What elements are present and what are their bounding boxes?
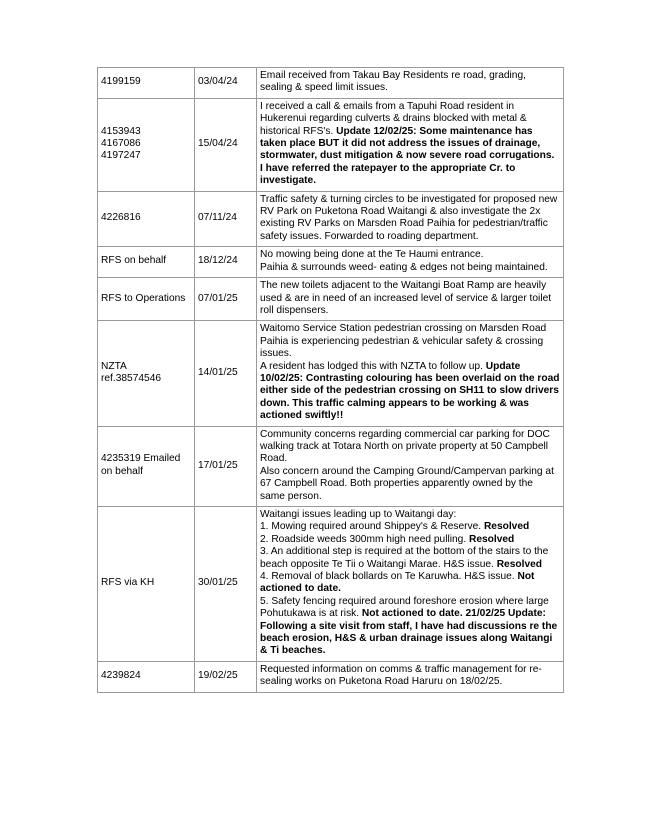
description-text: Waitomo Service Station pedestrian crossing on Marsden Road Paihia is experiencing pedestrian & vehicular safety & crossing issues. bbox=[260, 323, 547, 360]
request-log-table bbox=[97, 67, 564, 693]
description-line bbox=[260, 70, 560, 95]
table-row bbox=[98, 98, 564, 191]
description-line bbox=[260, 429, 560, 466]
description-line bbox=[260, 280, 560, 317]
description-line bbox=[260, 194, 560, 244]
description-cell bbox=[257, 278, 564, 321]
description-text: Paihia & surrounds weed- eating & edges not being maintained. bbox=[260, 261, 548, 273]
description-text: 4. Removal of black bollards on Te Karuwha. H&S issue. bbox=[260, 571, 518, 583]
description-cell bbox=[257, 507, 564, 662]
description-line bbox=[260, 466, 560, 503]
reference-number: 4197247 bbox=[101, 150, 141, 162]
description-cell bbox=[257, 661, 564, 692]
description-cell bbox=[257, 247, 564, 278]
description-text: 2. Roadside weeds 300mm high need pulling. bbox=[260, 533, 469, 545]
description-text: A resident has lodged this with NZTA to follow up. bbox=[260, 360, 486, 372]
description-line bbox=[260, 323, 560, 360]
date-cell: 15/04/24 bbox=[195, 98, 257, 191]
table-row bbox=[98, 426, 564, 506]
update-note: Update 12/02/25: Some maintenance has taken place BUT it did not address the issues of drainage, stormwater, dust mitigation & now severe road corrugations. I have referred the ratepayer to the appropriate Cr. to investigate. bbox=[260, 125, 555, 187]
date-cell: 30/01/25 bbox=[195, 507, 257, 662]
reference-cell bbox=[98, 321, 195, 426]
request-log-body bbox=[98, 68, 564, 693]
reference-number: 4199159 bbox=[101, 76, 141, 88]
reference-cell bbox=[98, 507, 195, 662]
reference-cell bbox=[98, 68, 195, 99]
reference-cell bbox=[98, 191, 195, 247]
description-cell bbox=[257, 68, 564, 99]
update-note: Resolved bbox=[496, 558, 542, 570]
table-row bbox=[98, 191, 564, 247]
reference-cell bbox=[98, 247, 195, 278]
date-cell: 19/02/25 bbox=[195, 661, 257, 692]
table-row bbox=[98, 321, 564, 426]
description-text: 3. An additional step is required at the bottom of the stairs to the beach opposite Te Tii o Waitangi Marae. H&S issue. bbox=[260, 546, 549, 570]
description-line bbox=[260, 249, 560, 261]
date-cell: 17/01/25 bbox=[195, 426, 257, 506]
reference-cell bbox=[98, 278, 195, 321]
description-line bbox=[260, 521, 560, 533]
table-row bbox=[98, 507, 564, 662]
description-text: The new toilets adjacent to the Waitangi Boat Ramp are heavily used & are in need of an increased level of service & larger toilet roll dispensers. bbox=[260, 280, 552, 316]
table-row bbox=[98, 278, 564, 321]
description-text: Also concern around the Camping Ground/Campervan parking at 67 Campbell Road. Both properties apparently owned by the same person. bbox=[260, 465, 554, 502]
description-line bbox=[260, 262, 560, 274]
reference-cell bbox=[98, 661, 195, 692]
table-row bbox=[98, 247, 564, 278]
update-note: Not actioned to date. 21/02/25 Update: Following a site visit from staff, I have had discussions re the beach erosion, H&S & urban drainage issues along Waitangi & Ti beaches. bbox=[260, 608, 558, 657]
description-text: 5. Safety fencing required around foreshore erosion where large Pohutukawa is at risk. bbox=[260, 595, 549, 620]
description-line bbox=[260, 571, 560, 596]
description-line bbox=[260, 534, 560, 546]
reference-number: 4226816 bbox=[101, 212, 141, 224]
date-cell: 07/11/24 bbox=[195, 191, 257, 247]
description-cell bbox=[257, 191, 564, 247]
date-cell: 03/04/24 bbox=[195, 68, 257, 99]
description-line bbox=[260, 664, 560, 689]
description-text: I received a call & emails from a Tapuhi Road resident in Hukerenui regarding culverts & drains blocked with metal & historical RFS's. bbox=[260, 100, 527, 137]
reference-cell bbox=[98, 98, 195, 191]
reference-number: 4167086 bbox=[101, 138, 141, 150]
table-row bbox=[98, 68, 564, 99]
reference-number: RFS via KH bbox=[101, 577, 155, 589]
reference-number: NZTA bbox=[101, 360, 127, 372]
description-text: No mowing being done at the Te Haumi entrance. bbox=[260, 249, 484, 261]
description-line bbox=[260, 509, 560, 521]
description-cell bbox=[257, 98, 564, 191]
description-cell bbox=[257, 426, 564, 506]
reference-number: RFS on behalf bbox=[101, 255, 167, 267]
description-line bbox=[260, 101, 560, 188]
reference-number: 4239824 bbox=[101, 670, 141, 682]
description-text: Community concerns regarding commercial car parking for DOC walking track at Totara North on private property at 50 Campbell Road. bbox=[260, 428, 550, 465]
description-text: Email received from Takau Bay Residents re road, grading, sealing & speed limit issues. bbox=[260, 70, 526, 94]
description-line bbox=[260, 596, 560, 658]
description-cell bbox=[257, 321, 564, 426]
update-note: Update 10/02/25: Contrasting colouring has been overlaid on the road either side of the pedestrian crossing on SH11 to slow drivers down. This traffic calming appears to be working & was actioned swiftly!! bbox=[260, 360, 560, 422]
description-line bbox=[260, 361, 560, 423]
description-text: Requested information on comms & traffic management for re-sealing works on Puketona Road Haruru on 18/02/25. bbox=[260, 663, 542, 688]
description-text: Traffic safety & turning circles to be investigated for proposed new RV Park on Puketona Road Waitangi & also investigate the 2x existing RV Parks on Marsden Road Paihia for pedestrian/traffic safety issues. Forwarded to roading department. bbox=[260, 193, 558, 242]
date-cell: 07/01/25 bbox=[195, 278, 257, 321]
description-text: Waitangi issues leading up to Waitangi day: bbox=[260, 509, 457, 520]
date-cell: 14/01/25 bbox=[195, 321, 257, 426]
reference-number: ref.38574546 bbox=[101, 372, 162, 384]
update-note: Not actioned to date. bbox=[260, 571, 535, 595]
update-note: Resolved bbox=[468, 533, 515, 545]
update-note: Resolved bbox=[483, 521, 530, 533]
description-text: 1. Mowing required around Shippey's & Reserve. bbox=[260, 521, 484, 533]
reference-number: 4235319 Emailed on behalf bbox=[101, 453, 181, 477]
table-row bbox=[98, 661, 564, 692]
reference-cell bbox=[98, 426, 195, 506]
reference-number: 4153943 bbox=[101, 125, 141, 137]
description-line bbox=[260, 546, 560, 571]
reference-number: RFS to Operations bbox=[101, 292, 186, 304]
date-cell: 18/12/24 bbox=[195, 247, 257, 278]
